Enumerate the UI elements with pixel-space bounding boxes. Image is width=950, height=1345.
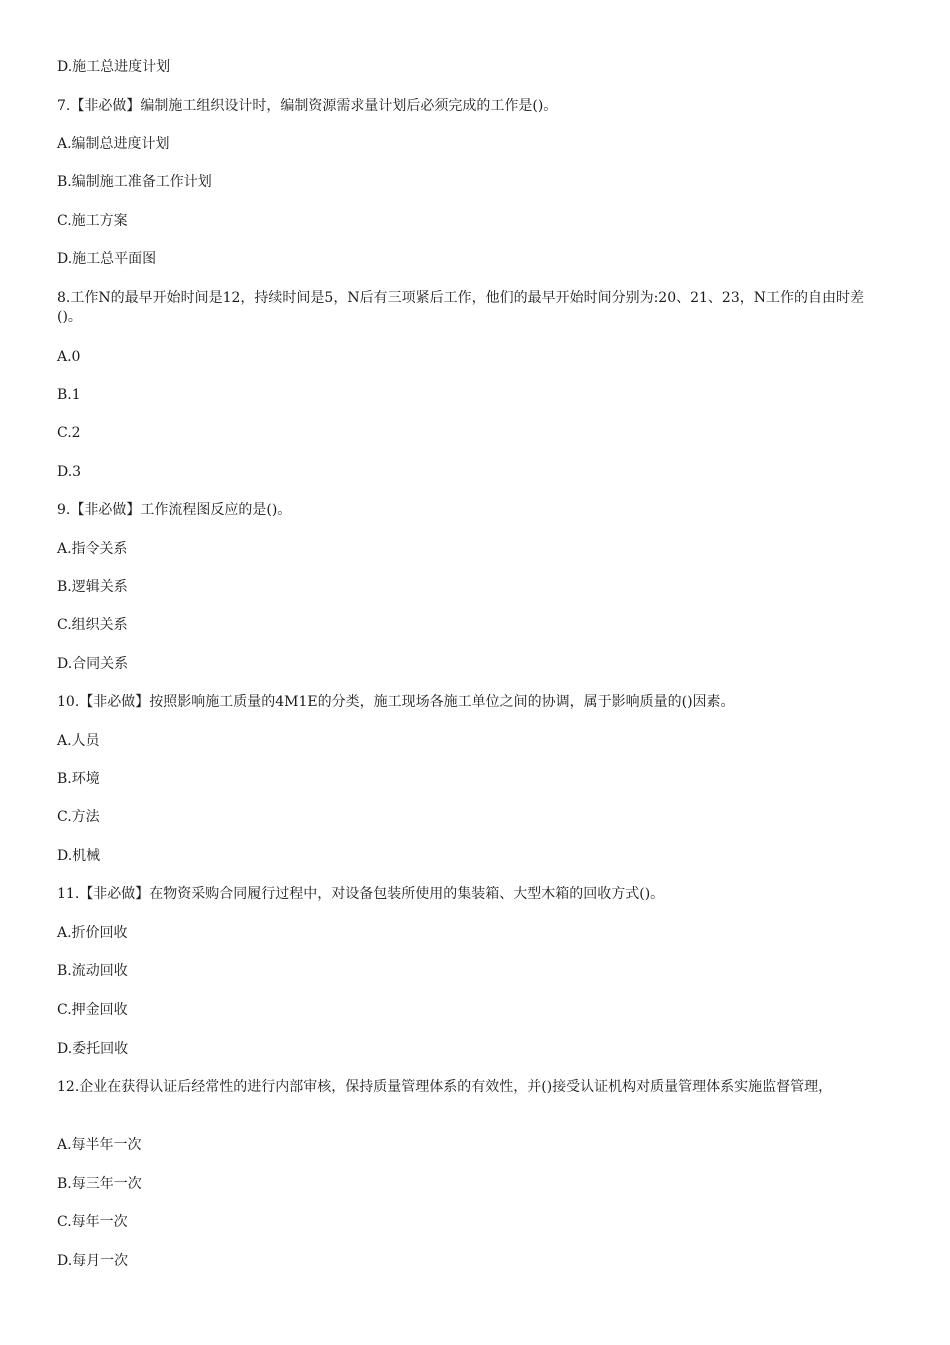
question-12: 12.企业在获得认证后经常性的进行内部审核，保持质量管理体系的有效性，并()接受认证机构对质量管理体系实施监督管理，: [57, 1079, 833, 1095]
option-c: C.押金回收: [57, 1002, 128, 1018]
option-a: A.0: [57, 349, 81, 365]
option-d: D.每月一次: [57, 1253, 129, 1269]
option-d: D.合同关系: [57, 656, 129, 672]
question-8: 8.工作N的最早开始时间是12，持续时间是5，N后有三项紧后工作，他们的最早开始时间分别为:20、21、23，N工作的自由时差()。: [57, 290, 864, 325]
option-d: D.施工总平面图: [57, 251, 157, 267]
option-b: B.编制施工准备工作计划: [57, 174, 212, 190]
option-b: B.流动回收: [57, 963, 128, 979]
question-11: 11.【非必做】在物资采购合同履行过程中，对设备包装所使用的集装箱、大型木箱的回收方式()。: [57, 886, 665, 902]
option-c: C.组织关系: [57, 617, 128, 633]
option-c: C.2: [57, 425, 81, 441]
question-9: 9.【非必做】工作流程图反应的是()。: [57, 502, 292, 518]
option-a: A.每半年一次: [57, 1137, 142, 1153]
option-a: A.人员: [57, 733, 100, 749]
option-b: B.环境: [57, 771, 100, 787]
option-a: A.指令关系: [57, 541, 128, 557]
question-7: 7.【非必做】编制施工组织设计时，编制资源需求量计划后必须完成的工作是()。: [57, 98, 558, 114]
option-b: B.逻辑关系: [57, 579, 128, 595]
question-10: 10.【非必做】按照影响施工质量的4M1E的分类，施工现场各施工单位之间的协调，属于影响质量的()因素。: [57, 694, 735, 710]
option-a: A.折价回收: [57, 925, 128, 941]
option-d: D.机械: [57, 848, 101, 864]
option-d: D.施工总进度计划: [57, 59, 171, 75]
option-c: C.每年一次: [57, 1214, 128, 1230]
option-b: B.每三年一次: [57, 1176, 142, 1192]
option-b: B.1: [57, 387, 81, 403]
option-c: C.施工方案: [57, 213, 128, 229]
option-d: D.3: [57, 464, 82, 480]
option-d: D.委托回收: [57, 1041, 129, 1057]
option-a: A.编制总进度计划: [57, 136, 170, 152]
option-c: C.方法: [57, 809, 100, 825]
